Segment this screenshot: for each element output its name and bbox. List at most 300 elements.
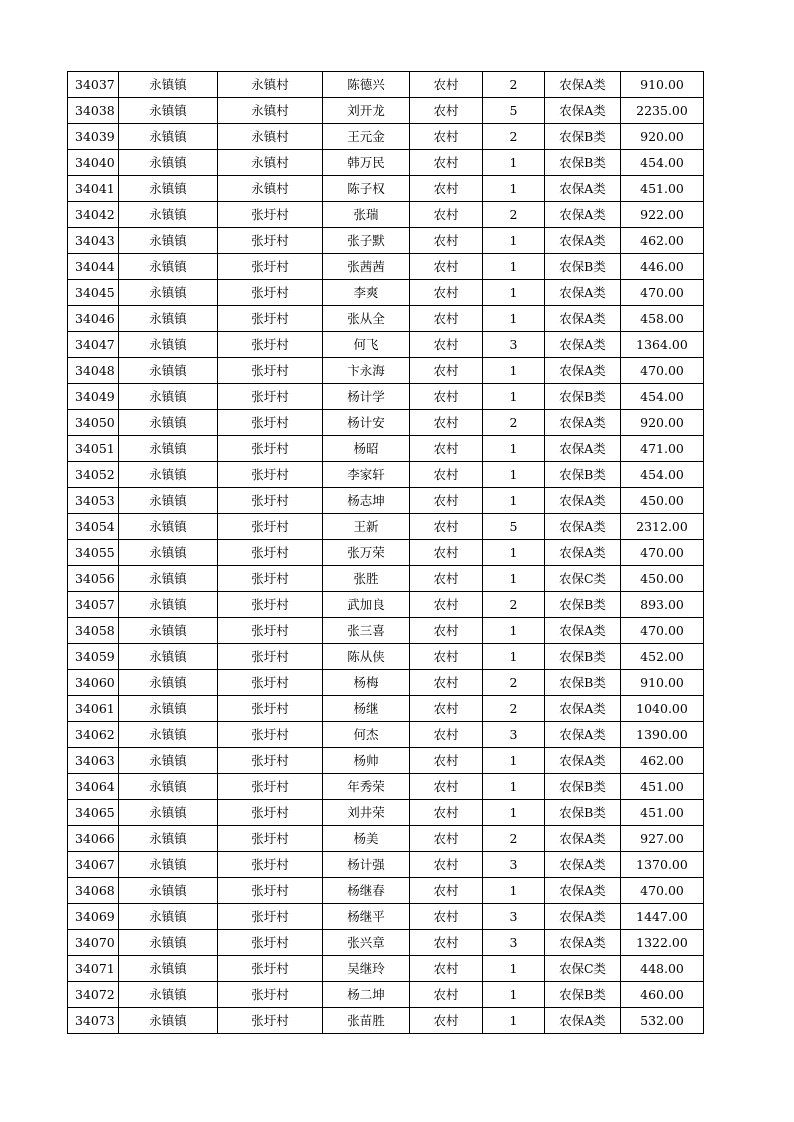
cell-household-count: 1 — [483, 878, 545, 904]
cell-town: 永镇镇 — [119, 72, 218, 98]
cell-record-id: 34054 — [68, 514, 119, 540]
cell-area-type: 农村 — [410, 722, 483, 748]
cell-amount: 454.00 — [621, 462, 704, 488]
cell-household-count: 3 — [483, 852, 545, 878]
table-row — [68, 878, 704, 904]
cell-amount: 462.00 — [621, 228, 704, 254]
cell-amount: 450.00 — [621, 488, 704, 514]
cell-village: 张圩村 — [218, 358, 323, 384]
table-row — [68, 904, 704, 930]
cell-area-type: 农村 — [410, 98, 483, 124]
cell-town: 永镇镇 — [119, 358, 218, 384]
cell-household-count: 3 — [483, 722, 545, 748]
table-row — [68, 1008, 704, 1034]
cell-town: 永镇镇 — [119, 826, 218, 852]
cell-area-type: 农村 — [410, 982, 483, 1008]
cell-person-name: 刘井荣 — [323, 800, 410, 826]
table-row — [68, 306, 704, 332]
cell-amount: 452.00 — [621, 644, 704, 670]
cell-town: 永镇镇 — [119, 852, 218, 878]
table-row — [68, 72, 704, 98]
cell-town: 永镇镇 — [119, 878, 218, 904]
cell-person-name: 李爽 — [323, 280, 410, 306]
table-row — [68, 488, 704, 514]
cell-record-id: 34071 — [68, 956, 119, 982]
cell-household-count: 2 — [483, 72, 545, 98]
cell-area-type: 农村 — [410, 930, 483, 956]
table-row — [68, 332, 704, 358]
cell-record-id: 34073 — [68, 1008, 119, 1034]
data-table — [67, 71, 704, 1034]
cell-record-id: 34062 — [68, 722, 119, 748]
cell-town: 永镇镇 — [119, 748, 218, 774]
cell-household-count: 2 — [483, 410, 545, 436]
cell-insurance-class: 农保A类 — [545, 930, 621, 956]
cell-person-name: 张苗胜 — [323, 1008, 410, 1034]
cell-insurance-class: 农保B类 — [545, 982, 621, 1008]
cell-insurance-class: 农保C类 — [545, 956, 621, 982]
cell-amount: 910.00 — [621, 670, 704, 696]
cell-town: 永镇镇 — [119, 176, 218, 202]
cell-person-name: 韩万民 — [323, 150, 410, 176]
cell-person-name: 陈子权 — [323, 176, 410, 202]
cell-area-type: 农村 — [410, 878, 483, 904]
cell-person-name: 张三喜 — [323, 618, 410, 644]
cell-insurance-class: 农保A类 — [545, 280, 621, 306]
cell-amount: 1447.00 — [621, 904, 704, 930]
cell-household-count: 2 — [483, 670, 545, 696]
cell-amount: 2312.00 — [621, 514, 704, 540]
cell-record-id: 34050 — [68, 410, 119, 436]
cell-record-id: 34072 — [68, 982, 119, 1008]
cell-household-count: 2 — [483, 202, 545, 228]
cell-amount: 470.00 — [621, 878, 704, 904]
table-row — [68, 956, 704, 982]
table-row — [68, 852, 704, 878]
table-row — [68, 228, 704, 254]
cell-amount: 460.00 — [621, 982, 704, 1008]
table-row — [68, 930, 704, 956]
cell-amount: 1364.00 — [621, 332, 704, 358]
cell-household-count: 1 — [483, 644, 545, 670]
cell-household-count: 1 — [483, 488, 545, 514]
cell-village: 张圩村 — [218, 670, 323, 696]
cell-person-name: 杨美 — [323, 826, 410, 852]
cell-town: 永镇镇 — [119, 384, 218, 410]
cell-record-id: 34037 — [68, 72, 119, 98]
cell-household-count: 1 — [483, 462, 545, 488]
cell-person-name: 张万荣 — [323, 540, 410, 566]
cell-town: 永镇镇 — [119, 956, 218, 982]
cell-record-id: 34038 — [68, 98, 119, 124]
cell-person-name: 杨继平 — [323, 904, 410, 930]
cell-person-name: 王新 — [323, 514, 410, 540]
cell-person-name: 陈从侠 — [323, 644, 410, 670]
cell-village: 张圩村 — [218, 514, 323, 540]
cell-record-id: 34049 — [68, 384, 119, 410]
cell-person-name: 李家轩 — [323, 462, 410, 488]
cell-person-name: 杨计学 — [323, 384, 410, 410]
cell-household-count: 1 — [483, 176, 545, 202]
cell-town: 永镇镇 — [119, 280, 218, 306]
cell-person-name: 张瑞 — [323, 202, 410, 228]
cell-area-type: 农村 — [410, 1008, 483, 1034]
cell-person-name: 王元金 — [323, 124, 410, 150]
cell-person-name: 杨继春 — [323, 878, 410, 904]
cell-amount: 448.00 — [621, 956, 704, 982]
cell-village: 张圩村 — [218, 982, 323, 1008]
table-row — [68, 696, 704, 722]
cell-insurance-class: 农保A类 — [545, 488, 621, 514]
cell-area-type: 农村 — [410, 904, 483, 930]
cell-record-id: 34065 — [68, 800, 119, 826]
cell-insurance-class: 农保A类 — [545, 1008, 621, 1034]
cell-insurance-class: 农保A类 — [545, 722, 621, 748]
cell-area-type: 农村 — [410, 358, 483, 384]
cell-household-count: 3 — [483, 332, 545, 358]
cell-insurance-class: 农保A类 — [545, 306, 621, 332]
table-row — [68, 384, 704, 410]
cell-town: 永镇镇 — [119, 982, 218, 1008]
table-row — [68, 644, 704, 670]
cell-insurance-class: 农保B类 — [545, 670, 621, 696]
cell-town: 永镇镇 — [119, 306, 218, 332]
cell-village: 张圩村 — [218, 696, 323, 722]
cell-area-type: 农村 — [410, 618, 483, 644]
cell-town: 永镇镇 — [119, 930, 218, 956]
cell-insurance-class: 农保A类 — [545, 72, 621, 98]
cell-record-id: 34066 — [68, 826, 119, 852]
cell-area-type: 农村 — [410, 410, 483, 436]
cell-area-type: 农村 — [410, 540, 483, 566]
cell-town: 永镇镇 — [119, 150, 218, 176]
cell-town: 永镇镇 — [119, 462, 218, 488]
cell-record-id: 34063 — [68, 748, 119, 774]
cell-town: 永镇镇 — [119, 332, 218, 358]
cell-amount: 1370.00 — [621, 852, 704, 878]
table-row — [68, 462, 704, 488]
cell-insurance-class: 农保B类 — [545, 462, 621, 488]
cell-record-id: 34045 — [68, 280, 119, 306]
cell-record-id: 34047 — [68, 332, 119, 358]
cell-town: 永镇镇 — [119, 202, 218, 228]
cell-town: 永镇镇 — [119, 774, 218, 800]
cell-person-name: 杨计安 — [323, 410, 410, 436]
cell-household-count: 2 — [483, 592, 545, 618]
cell-village: 张圩村 — [218, 540, 323, 566]
cell-town: 永镇镇 — [119, 540, 218, 566]
cell-household-count: 1 — [483, 150, 545, 176]
cell-amount: 454.00 — [621, 384, 704, 410]
cell-area-type: 农村 — [410, 202, 483, 228]
cell-village: 张圩村 — [218, 618, 323, 644]
cell-village: 永镇村 — [218, 72, 323, 98]
cell-insurance-class: 农保B类 — [545, 254, 621, 280]
cell-record-id: 34069 — [68, 904, 119, 930]
cell-household-count: 1 — [483, 956, 545, 982]
cell-village: 张圩村 — [218, 878, 323, 904]
cell-record-id: 34060 — [68, 670, 119, 696]
cell-household-count: 3 — [483, 904, 545, 930]
cell-household-count: 1 — [483, 748, 545, 774]
cell-amount: 470.00 — [621, 618, 704, 644]
cell-amount: 451.00 — [621, 176, 704, 202]
cell-amount: 1390.00 — [621, 722, 704, 748]
cell-area-type: 农村 — [410, 696, 483, 722]
cell-village: 张圩村 — [218, 566, 323, 592]
cell-village: 张圩村 — [218, 722, 323, 748]
cell-person-name: 杨继 — [323, 696, 410, 722]
cell-amount: 910.00 — [621, 72, 704, 98]
cell-household-count: 5 — [483, 98, 545, 124]
cell-amount: 470.00 — [621, 280, 704, 306]
table-row — [68, 800, 704, 826]
cell-area-type: 农村 — [410, 436, 483, 462]
table-row — [68, 618, 704, 644]
cell-area-type: 农村 — [410, 852, 483, 878]
cell-household-count: 1 — [483, 540, 545, 566]
table-row — [68, 774, 704, 800]
cell-town: 永镇镇 — [119, 670, 218, 696]
cell-village: 张圩村 — [218, 826, 323, 852]
cell-amount: 927.00 — [621, 826, 704, 852]
cell-record-id: 34055 — [68, 540, 119, 566]
table-row — [68, 540, 704, 566]
cell-household-count: 1 — [483, 384, 545, 410]
table-row — [68, 176, 704, 202]
cell-household-count: 1 — [483, 280, 545, 306]
cell-record-id: 34064 — [68, 774, 119, 800]
cell-village: 张圩村 — [218, 748, 323, 774]
cell-village: 张圩村 — [218, 488, 323, 514]
cell-person-name: 陈德兴 — [323, 72, 410, 98]
cell-person-name: 何杰 — [323, 722, 410, 748]
cell-insurance-class: 农保A类 — [545, 696, 621, 722]
cell-village: 张圩村 — [218, 410, 323, 436]
cell-record-id: 34056 — [68, 566, 119, 592]
cell-town: 永镇镇 — [119, 488, 218, 514]
cell-village: 张圩村 — [218, 462, 323, 488]
cell-insurance-class: 农保A类 — [545, 748, 621, 774]
cell-person-name: 吴继玲 — [323, 956, 410, 982]
cell-record-id: 34058 — [68, 618, 119, 644]
cell-household-count: 2 — [483, 696, 545, 722]
cell-town: 永镇镇 — [119, 228, 218, 254]
cell-town: 永镇镇 — [119, 1008, 218, 1034]
cell-insurance-class: 农保A类 — [545, 228, 621, 254]
cell-amount: 920.00 — [621, 124, 704, 150]
cell-area-type: 农村 — [410, 280, 483, 306]
cell-area-type: 农村 — [410, 488, 483, 514]
cell-town: 永镇镇 — [119, 566, 218, 592]
cell-area-type: 农村 — [410, 306, 483, 332]
cell-insurance-class: 农保A类 — [545, 878, 621, 904]
cell-record-id: 34061 — [68, 696, 119, 722]
cell-record-id: 34039 — [68, 124, 119, 150]
cell-village: 张圩村 — [218, 644, 323, 670]
cell-village: 张圩村 — [218, 254, 323, 280]
cell-town: 永镇镇 — [119, 618, 218, 644]
cell-household-count: 1 — [483, 1008, 545, 1034]
table-row — [68, 670, 704, 696]
cell-village: 永镇村 — [218, 124, 323, 150]
cell-area-type: 农村 — [410, 826, 483, 852]
table-row — [68, 98, 704, 124]
cell-amount: 451.00 — [621, 800, 704, 826]
table-row — [68, 514, 704, 540]
cell-village: 张圩村 — [218, 904, 323, 930]
cell-area-type: 农村 — [410, 644, 483, 670]
cell-area-type: 农村 — [410, 150, 483, 176]
table-row — [68, 280, 704, 306]
cell-town: 永镇镇 — [119, 644, 218, 670]
cell-amount: 451.00 — [621, 774, 704, 800]
cell-insurance-class: 农保B类 — [545, 644, 621, 670]
cell-person-name: 卞永海 — [323, 358, 410, 384]
table-row — [68, 436, 704, 462]
cell-area-type: 农村 — [410, 72, 483, 98]
cell-household-count: 1 — [483, 800, 545, 826]
cell-insurance-class: 农保A类 — [545, 852, 621, 878]
cell-insurance-class: 农保A类 — [545, 904, 621, 930]
cell-person-name: 杨昭 — [323, 436, 410, 462]
cell-person-name: 杨帅 — [323, 748, 410, 774]
cell-insurance-class: 农保A类 — [545, 436, 621, 462]
cell-town: 永镇镇 — [119, 124, 218, 150]
cell-household-count: 1 — [483, 254, 545, 280]
cell-insurance-class: 农保A类 — [545, 98, 621, 124]
cell-insurance-class: 农保A类 — [545, 618, 621, 644]
cell-town: 永镇镇 — [119, 696, 218, 722]
cell-village: 张圩村 — [218, 228, 323, 254]
cell-village: 张圩村 — [218, 956, 323, 982]
cell-village: 张圩村 — [218, 436, 323, 462]
cell-insurance-class: 农保B类 — [545, 592, 621, 618]
cell-person-name: 何飞 — [323, 332, 410, 358]
cell-household-count: 1 — [483, 436, 545, 462]
cell-household-count: 1 — [483, 982, 545, 1008]
cell-area-type: 农村 — [410, 800, 483, 826]
cell-amount: 920.00 — [621, 410, 704, 436]
cell-record-id: 34053 — [68, 488, 119, 514]
table-row — [68, 982, 704, 1008]
cell-village: 永镇村 — [218, 176, 323, 202]
cell-person-name: 杨梅 — [323, 670, 410, 696]
table-row — [68, 748, 704, 774]
cell-area-type: 农村 — [410, 566, 483, 592]
cell-area-type: 农村 — [410, 254, 483, 280]
cell-insurance-class: 农保A类 — [545, 826, 621, 852]
cell-village: 张圩村 — [218, 280, 323, 306]
cell-area-type: 农村 — [410, 514, 483, 540]
cell-insurance-class: 农保B类 — [545, 774, 621, 800]
cell-person-name: 张兴章 — [323, 930, 410, 956]
cell-village: 张圩村 — [218, 774, 323, 800]
cell-town: 永镇镇 — [119, 904, 218, 930]
cell-insurance-class: 农保A类 — [545, 540, 621, 566]
cell-town: 永镇镇 — [119, 410, 218, 436]
cell-insurance-class: 农保A类 — [545, 202, 621, 228]
table-row — [68, 202, 704, 228]
cell-village: 张圩村 — [218, 592, 323, 618]
table-row — [68, 358, 704, 384]
cell-record-id: 34052 — [68, 462, 119, 488]
cell-area-type: 农村 — [410, 592, 483, 618]
cell-insurance-class: 农保A类 — [545, 410, 621, 436]
cell-village: 张圩村 — [218, 930, 323, 956]
cell-town: 永镇镇 — [119, 800, 218, 826]
cell-household-count: 1 — [483, 618, 545, 644]
cell-amount: 893.00 — [621, 592, 704, 618]
cell-record-id: 34040 — [68, 150, 119, 176]
table-row — [68, 410, 704, 436]
cell-person-name: 武加良 — [323, 592, 410, 618]
cell-amount: 470.00 — [621, 540, 704, 566]
cell-amount: 470.00 — [621, 358, 704, 384]
table-body — [68, 72, 704, 1034]
table-row — [68, 826, 704, 852]
cell-household-count: 1 — [483, 358, 545, 384]
table-row — [68, 722, 704, 748]
cell-area-type: 农村 — [410, 124, 483, 150]
cell-area-type: 农村 — [410, 748, 483, 774]
cell-person-name: 张子默 — [323, 228, 410, 254]
cell-area-type: 农村 — [410, 670, 483, 696]
table-row — [68, 592, 704, 618]
cell-village: 张圩村 — [218, 306, 323, 332]
cell-record-id: 34059 — [68, 644, 119, 670]
cell-person-name: 刘开龙 — [323, 98, 410, 124]
cell-village: 张圩村 — [218, 852, 323, 878]
cell-insurance-class: 农保C类 — [545, 566, 621, 592]
cell-person-name: 张胜 — [323, 566, 410, 592]
cell-amount: 446.00 — [621, 254, 704, 280]
table-row — [68, 254, 704, 280]
cell-household-count: 2 — [483, 826, 545, 852]
cell-village: 张圩村 — [218, 332, 323, 358]
cell-amount: 532.00 — [621, 1008, 704, 1034]
cell-record-id: 34057 — [68, 592, 119, 618]
cell-amount: 450.00 — [621, 566, 704, 592]
cell-record-id: 34041 — [68, 176, 119, 202]
cell-town: 永镇镇 — [119, 98, 218, 124]
cell-record-id: 34048 — [68, 358, 119, 384]
table-row — [68, 566, 704, 592]
cell-area-type: 农村 — [410, 228, 483, 254]
cell-household-count: 1 — [483, 306, 545, 332]
cell-area-type: 农村 — [410, 384, 483, 410]
cell-amount: 454.00 — [621, 150, 704, 176]
cell-record-id: 34043 — [68, 228, 119, 254]
cell-village: 永镇村 — [218, 150, 323, 176]
cell-amount: 1322.00 — [621, 930, 704, 956]
cell-amount: 2235.00 — [621, 98, 704, 124]
cell-village: 张圩村 — [218, 384, 323, 410]
cell-area-type: 农村 — [410, 176, 483, 202]
cell-record-id: 34046 — [68, 306, 119, 332]
cell-record-id: 34042 — [68, 202, 119, 228]
table-row — [68, 150, 704, 176]
cell-amount: 922.00 — [621, 202, 704, 228]
cell-area-type: 农村 — [410, 774, 483, 800]
cell-person-name: 杨志坤 — [323, 488, 410, 514]
cell-insurance-class: 农保B类 — [545, 800, 621, 826]
cell-area-type: 农村 — [410, 956, 483, 982]
cell-area-type: 农村 — [410, 332, 483, 358]
cell-household-count: 2 — [483, 124, 545, 150]
cell-town: 永镇镇 — [119, 722, 218, 748]
cell-village: 张圩村 — [218, 800, 323, 826]
